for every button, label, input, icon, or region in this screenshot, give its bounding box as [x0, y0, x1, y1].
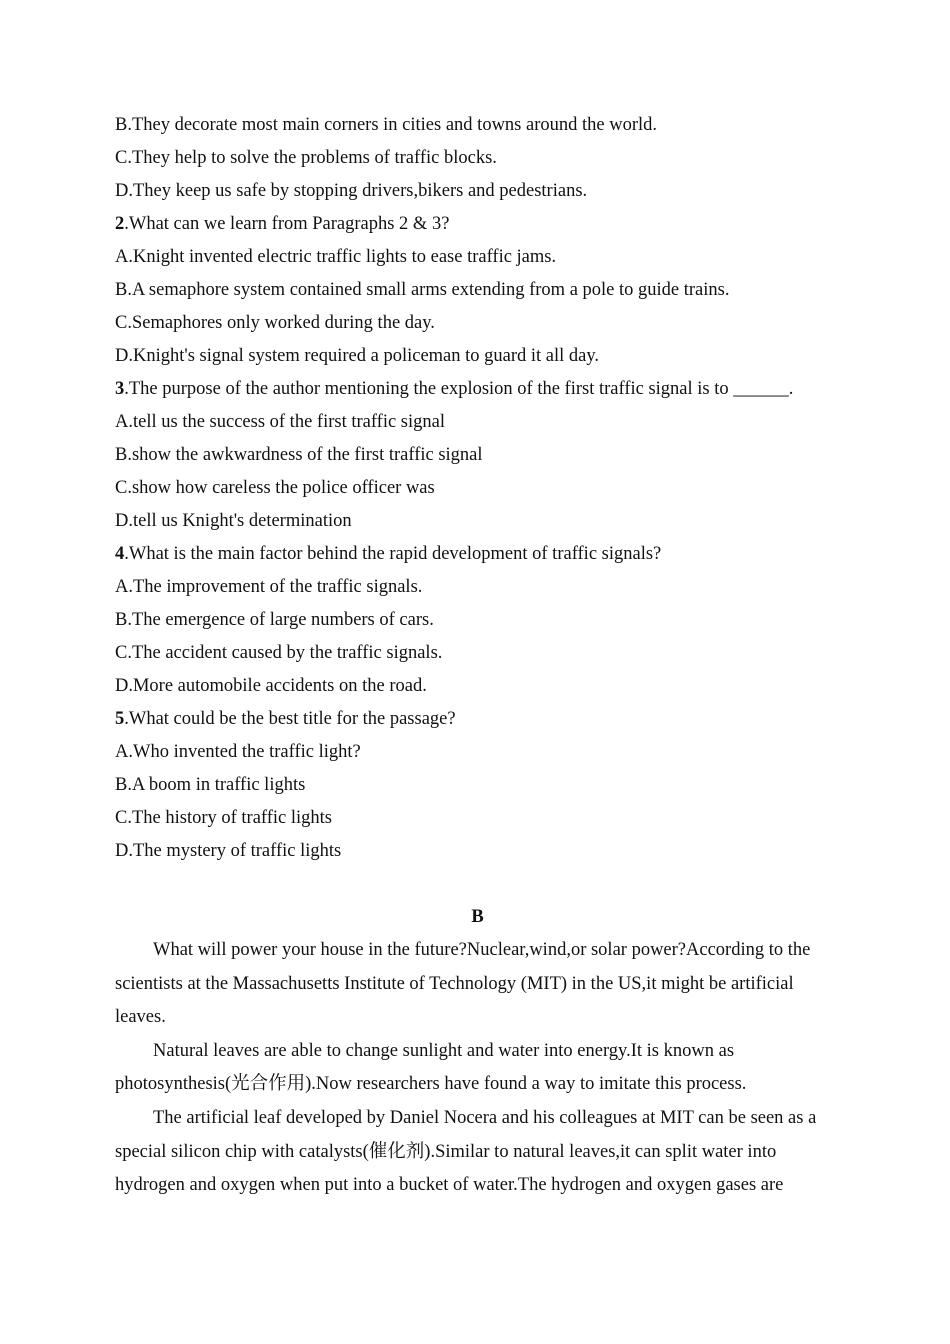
question-5: [115, 703, 840, 868]
option-a: A.The improvement of the traffic signals.: [115, 577, 423, 597]
option-c: C.The accident caused by the traffic signals.: [115, 643, 443, 663]
section-title: B: [471, 907, 484, 927]
passage-paragraph-3: The artificial leaf developed by Daniel Nocera and his colleagues at MIT can be seen as a special silicon chip with catalysts(催化剂).Similar to natural leaves,it can split water into hydrogen and oxygen when put into a bucket of water.The hydrogen and oxygen gases are: [115, 1107, 817, 1196]
option-c: C.show how careless the police officer was: [115, 478, 435, 498]
question-text: .What can we learn from Paragraphs 2 & 3?: [124, 214, 450, 234]
document-page: [115, 109, 840, 1203]
question-number: 5: [115, 709, 125, 729]
question-4: [115, 538, 840, 703]
passage-paragraph-2: Natural leaves are able to change sunlight and water into energy.It is known as photosynthesis(光合作用).Now researchers have found a way to imitate this process.: [115, 1040, 747, 1095]
option-b: B.The emergence of large numbers of cars.: [115, 610, 434, 630]
option-b: B.A semaphore system contained small arms extending from a pole to guide trains.: [115, 280, 730, 300]
question-stem: [115, 538, 840, 571]
question-stem: [115, 703, 840, 736]
section-gap: [115, 868, 840, 901]
option-c: C.Semaphores only worked during the day.: [115, 313, 435, 333]
option-b: B.A boom in traffic lights: [115, 775, 306, 795]
option-a: A.tell us the success of the first traffic signal: [115, 412, 446, 432]
passage-paragraph-1: What will power your house in the future?Nuclear,wind,or solar power?According to the scientists at the Massachusetts Institute of Technology (MIT) in the US,it might be artificial leaves.: [115, 940, 811, 1028]
option-d: D.The mystery of traffic lights: [115, 841, 342, 861]
q1-option-c: C.They help to solve the problems of traffic blocks.: [115, 148, 497, 168]
question-stem: [115, 208, 840, 241]
question-text: .What is the main factor behind the rapid development of traffic signals?: [124, 544, 662, 564]
q1-option-b: B.They decorate most main corners in cities and towns around the world.: [115, 115, 658, 135]
q1-option-d: D.They keep us safe by stopping drivers,bikers and pedestrians.: [115, 181, 588, 201]
option-d: D.Knight's signal system required a policeman to guard it all day.: [115, 346, 600, 366]
question-2: [115, 208, 840, 373]
question-number: 2: [115, 214, 125, 234]
option-a: A.Knight invented electric traffic lights to ease traffic jams.: [115, 247, 557, 267]
option-b: B.show the awkwardness of the first traffic signal: [115, 445, 483, 465]
question-stem: [115, 373, 840, 406]
section-b: [115, 901, 840, 1203]
question-text: .The purpose of the author mentioning the explosion of the first traffic signal is to ______.: [124, 379, 794, 399]
question-number: 3: [115, 379, 125, 399]
option-d: D.More automobile accidents on the road.: [115, 676, 427, 696]
question-number: 4: [115, 544, 125, 564]
question-1-options: [115, 109, 840, 208]
option-a: A.Who invented the traffic light?: [115, 742, 361, 762]
question-3: [115, 373, 840, 538]
question-text: .What could be the best title for the passage?: [124, 709, 456, 729]
option-d: D.tell us Knight's determination: [115, 511, 352, 531]
option-c: C.The history of traffic lights: [115, 808, 332, 828]
